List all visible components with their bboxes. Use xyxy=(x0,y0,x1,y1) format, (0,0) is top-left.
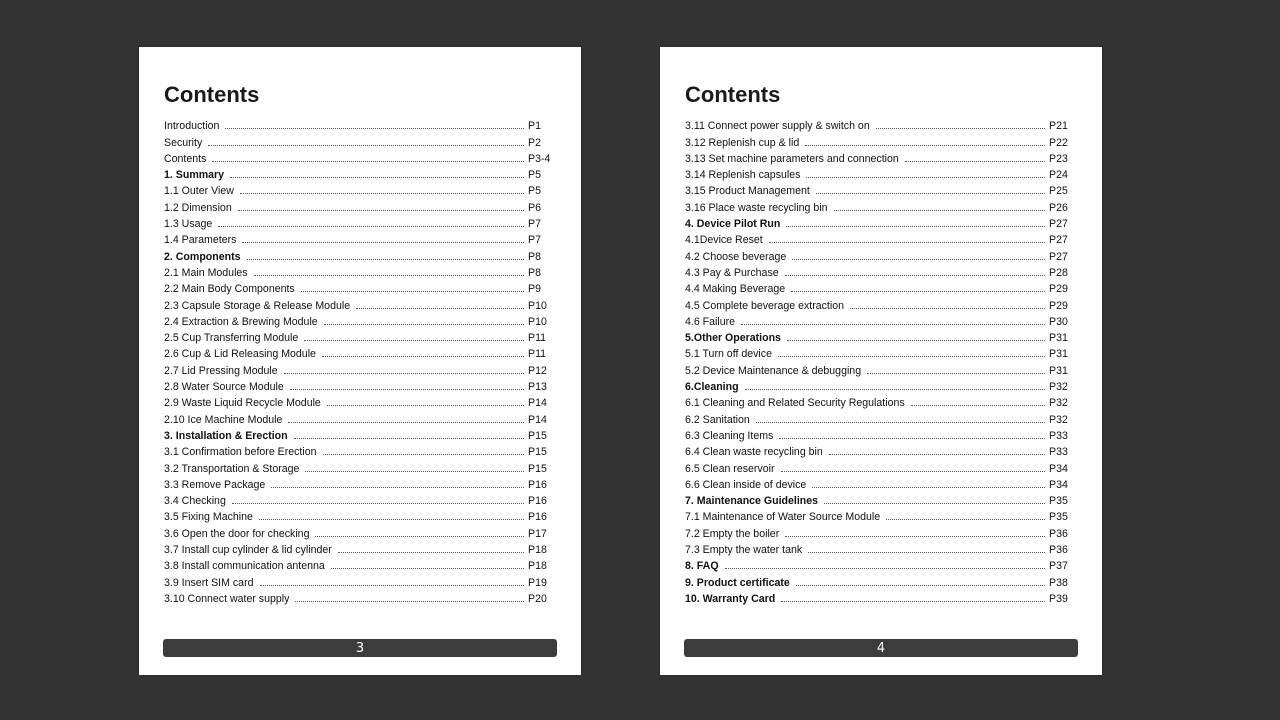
toc-entry xyxy=(164,394,556,410)
toc-entry xyxy=(685,198,1077,214)
toc-entry-page: P33 xyxy=(1049,446,1068,459)
toc-entry-page: P9 xyxy=(528,283,541,296)
toc-entry-label: 3.16 Place waste recycling bin xyxy=(685,201,828,214)
toc-entry xyxy=(685,215,1077,231)
toc-dot-leader xyxy=(781,601,1045,602)
toc-entry-page: P29 xyxy=(1049,299,1068,312)
toc-entry-page: P13 xyxy=(528,381,547,394)
toc-entry xyxy=(164,459,556,475)
toc-dot-leader xyxy=(745,389,1045,390)
toc-entry-page: P14 xyxy=(528,397,547,410)
toc-entry-page: P32 xyxy=(1049,397,1068,410)
toc-dot-leader xyxy=(288,422,524,423)
toc-entry-label: 3.14 Replenish capsules xyxy=(685,169,801,182)
toc-entry-page: P20 xyxy=(528,592,547,605)
toc-entry-label: 10. Warranty Card xyxy=(685,592,776,605)
toc-entry xyxy=(685,231,1077,247)
toc-entry-page: P7 xyxy=(528,234,541,247)
toc-entry xyxy=(685,427,1077,443)
toc-entry-page: P36 xyxy=(1049,527,1068,540)
toc-entry xyxy=(685,150,1077,166)
toc-entry-page: P10 xyxy=(528,315,547,328)
toc-entry-page: P34 xyxy=(1049,478,1068,491)
toc-entry xyxy=(164,443,556,459)
toc-entry-label: 2.3 Capsule Storage & Release Module xyxy=(164,299,351,312)
page-title: Contents xyxy=(164,82,260,107)
toc-dot-leader xyxy=(301,291,524,292)
toc-entry-label: 3.2 Transportation & Storage xyxy=(164,462,300,475)
toc-entry-page: P11 xyxy=(528,332,547,345)
toc-dot-leader xyxy=(806,177,1045,178)
toc-entry-label: 1.3 Usage xyxy=(164,218,213,231)
toc-entry-page: P39 xyxy=(1049,592,1068,605)
toc-entry-label: 6.1 Cleaning and Related Security Regulations xyxy=(685,397,905,410)
toc-entry-label: 3.6 Open the door for checking xyxy=(164,527,310,540)
toc-entry-label: 1.1 Outer View xyxy=(164,185,234,198)
toc-entry-page: P14 xyxy=(528,413,547,426)
toc-dot-leader xyxy=(238,210,524,211)
toc-dot-leader xyxy=(232,503,524,504)
toc-entry-page: P28 xyxy=(1049,266,1068,279)
toc-entry-label: 5.Other Operations xyxy=(685,332,781,345)
toc-entry xyxy=(164,557,556,573)
toc-dot-leader xyxy=(338,552,524,553)
toc-entry xyxy=(164,280,556,296)
toc-dot-leader xyxy=(315,536,524,537)
toc-entry xyxy=(164,361,556,377)
toc-entry xyxy=(685,459,1077,475)
toc-dot-leader xyxy=(254,275,524,276)
toc-entry xyxy=(164,231,556,247)
toc-entry xyxy=(164,590,556,606)
toc-entry-label: 3.7 Install cup cylinder & lid cylinder xyxy=(164,544,332,557)
toc-entry-page: P7 xyxy=(528,218,541,231)
table-of-contents xyxy=(685,117,1077,606)
toc-entry-label: 7.3 Empty the water tank xyxy=(685,544,803,557)
table-of-contents xyxy=(164,117,556,606)
toc-entry xyxy=(685,410,1077,426)
toc-entry-page: P5 xyxy=(528,185,541,198)
toc-entry-label: 3.12 Replenish cup & lid xyxy=(685,136,800,149)
toc-entry-page: P16 xyxy=(528,495,547,508)
toc-entry-page: P5 xyxy=(528,169,541,182)
toc-dot-leader xyxy=(741,324,1045,325)
toc-dot-leader xyxy=(212,161,524,162)
toc-entry xyxy=(164,573,556,589)
toc-entry xyxy=(685,443,1077,459)
toc-entry-label: 7.2 Empty the boiler xyxy=(685,527,780,540)
toc-entry xyxy=(164,264,556,280)
toc-entry-page: P18 xyxy=(528,560,547,573)
toc-entry-page: P32 xyxy=(1049,413,1068,426)
toc-dot-leader xyxy=(812,487,1045,488)
toc-entry-label: 4.1Device Reset xyxy=(685,234,763,247)
toc-entry xyxy=(164,427,556,443)
toc-dot-leader xyxy=(867,373,1045,374)
toc-entry-label: 2.4 Extraction & Brewing Module xyxy=(164,315,318,328)
toc-dot-leader xyxy=(829,454,1045,455)
toc-entry-page: P27 xyxy=(1049,218,1068,231)
toc-entry-label: 7.1 Maintenance of Water Source Module xyxy=(685,511,881,524)
toc-entry-page: P19 xyxy=(528,576,547,589)
toc-entry-label: 6.5 Clean reservoir xyxy=(685,462,775,475)
toc-entry xyxy=(164,508,556,524)
document-page-4 xyxy=(660,47,1102,675)
toc-entry-page: P27 xyxy=(1049,234,1068,247)
toc-entry-label: 4.4 Making Beverage xyxy=(685,283,786,296)
toc-entry-label: 5.1 Turn off device xyxy=(685,348,772,361)
toc-entry-label: 4.3 Pay & Purchase xyxy=(685,266,779,279)
toc-entry-label: 2.8 Water Source Module xyxy=(164,381,284,394)
toc-entry-page: P30 xyxy=(1049,315,1068,328)
toc-entry-page: P24 xyxy=(1049,169,1068,182)
toc-entry-label: 2.10 Ice Machine Module xyxy=(164,413,283,426)
toc-entry xyxy=(685,345,1077,361)
page-title: Contents xyxy=(685,82,781,107)
toc-entry xyxy=(685,182,1077,198)
toc-entry-label: Security xyxy=(164,136,203,149)
toc-entry xyxy=(164,150,556,166)
toc-dot-leader xyxy=(778,356,1045,357)
toc-entry xyxy=(685,313,1077,329)
toc-entry-page: P16 xyxy=(528,511,547,524)
page-number-bar: 4 xyxy=(684,639,1078,657)
toc-entry-label: 3.11 Connect power supply & switch on xyxy=(685,120,870,133)
toc-entry-page: P31 xyxy=(1049,348,1068,361)
toc-entry xyxy=(164,476,556,492)
toc-dot-leader xyxy=(824,503,1045,504)
toc-entry-label: 6.4 Clean waste recycling bin xyxy=(685,446,823,459)
toc-dot-leader xyxy=(792,259,1045,260)
toc-entry-page: P3-4 xyxy=(528,152,551,165)
toc-dot-leader xyxy=(786,226,1045,227)
toc-entry-page: P32 xyxy=(1049,381,1068,394)
toc-entry-label: 3.10 Connect water supply xyxy=(164,592,290,605)
toc-dot-leader xyxy=(781,471,1046,472)
toc-entry xyxy=(164,345,556,361)
toc-entry xyxy=(164,378,556,394)
toc-dot-leader xyxy=(331,568,524,569)
toc-entry-label: Contents xyxy=(164,152,207,165)
toc-entry xyxy=(685,524,1077,540)
toc-dot-leader xyxy=(779,438,1045,439)
toc-entry xyxy=(685,476,1077,492)
toc-dot-leader xyxy=(756,422,1045,423)
toc-dot-leader xyxy=(787,340,1045,341)
toc-entry xyxy=(685,296,1077,312)
toc-dot-leader xyxy=(284,373,524,374)
toc-dot-leader xyxy=(886,519,1045,520)
toc-entry-label: 2.6 Cup & Lid Releasing Module xyxy=(164,348,316,361)
toc-entry-page: P35 xyxy=(1049,495,1068,508)
toc-entry-page: P22 xyxy=(1049,136,1068,149)
toc-dot-leader xyxy=(259,519,524,520)
toc-entry xyxy=(164,524,556,540)
toc-entry-page: P18 xyxy=(528,544,547,557)
toc-entry xyxy=(685,264,1077,280)
toc-entry xyxy=(164,329,556,345)
toc-dot-leader xyxy=(271,487,524,488)
toc-dot-leader xyxy=(247,259,524,260)
toc-dot-leader xyxy=(791,291,1045,292)
toc-entry xyxy=(685,117,1077,133)
toc-entry-page: P11 xyxy=(528,348,547,361)
toc-entry-label: 2.7 Lid Pressing Module xyxy=(164,364,278,377)
toc-entry-page: P31 xyxy=(1049,364,1068,377)
toc-entry-page: P6 xyxy=(528,201,541,214)
toc-entry-page: P21 xyxy=(1049,120,1068,133)
toc-dot-leader xyxy=(294,438,524,439)
toc-dot-leader xyxy=(850,308,1045,309)
toc-entry-label: 2.5 Cup Transferring Module xyxy=(164,332,299,345)
toc-entry-label: 7. Maintenance Guidelines xyxy=(685,495,819,508)
toc-entry xyxy=(164,541,556,557)
toc-entry xyxy=(164,296,556,312)
toc-dot-leader xyxy=(805,145,1045,146)
toc-entry-page: P8 xyxy=(528,250,541,263)
toc-entry-page: P38 xyxy=(1049,576,1068,589)
toc-entry xyxy=(685,378,1077,394)
toc-entry xyxy=(685,573,1077,589)
toc-entry xyxy=(164,117,556,133)
toc-dot-leader xyxy=(769,242,1045,243)
toc-entry xyxy=(685,590,1077,606)
toc-entry xyxy=(685,361,1077,377)
toc-entry-page: P36 xyxy=(1049,544,1068,557)
toc-entry xyxy=(685,394,1077,410)
toc-entry xyxy=(164,410,556,426)
toc-entry xyxy=(164,198,556,214)
toc-dot-leader xyxy=(905,161,1045,162)
toc-entry xyxy=(685,541,1077,557)
toc-dot-leader xyxy=(322,356,524,357)
toc-entry-label: 3.9 Insert SIM card xyxy=(164,576,254,589)
toc-entry-label: 3.4 Checking xyxy=(164,495,226,508)
toc-dot-leader xyxy=(225,128,524,129)
toc-entry-page: P23 xyxy=(1049,152,1068,165)
toc-dot-leader xyxy=(324,324,524,325)
toc-entry xyxy=(164,182,556,198)
toc-entry-label: 2.1 Main Modules xyxy=(164,266,248,279)
toc-entry-label: 9. Product certificate xyxy=(685,576,790,589)
toc-dot-leader xyxy=(356,308,524,309)
toc-entry-page: P17 xyxy=(528,527,547,540)
document-page-3 xyxy=(139,47,581,675)
toc-dot-leader xyxy=(327,405,524,406)
toc-entry xyxy=(685,247,1077,263)
toc-entry-page: P25 xyxy=(1049,185,1068,198)
toc-entry-page: P16 xyxy=(528,478,547,491)
toc-dot-leader xyxy=(208,145,524,146)
toc-dot-leader xyxy=(725,568,1045,569)
toc-dot-leader xyxy=(876,128,1045,129)
toc-entry-label: 1.4 Parameters xyxy=(164,234,237,247)
toc-entry-page: P29 xyxy=(1049,283,1068,296)
toc-entry-page: P33 xyxy=(1049,429,1068,442)
toc-dot-leader xyxy=(240,193,524,194)
toc-entry-page: P2 xyxy=(528,136,541,149)
toc-dot-leader xyxy=(290,389,524,390)
toc-entry-page: P15 xyxy=(528,462,547,475)
toc-dot-leader xyxy=(808,552,1045,553)
page-number-bar: 3 xyxy=(163,639,557,657)
toc-entry-page: P1 xyxy=(528,120,541,133)
toc-entry xyxy=(685,280,1077,296)
toc-entry-label: 3. Installation & Erection xyxy=(164,429,288,442)
toc-entry-label: 4.6 Failure xyxy=(685,315,736,328)
toc-entry-label: 3.13 Set machine parameters and connection xyxy=(685,152,899,165)
toc-dot-leader xyxy=(260,585,525,586)
toc-entry-label: 1.2 Dimension xyxy=(164,201,232,214)
toc-entry-page: P15 xyxy=(528,446,547,459)
toc-entry-page: P10 xyxy=(528,299,547,312)
toc-entry xyxy=(685,133,1077,149)
toc-entry-label: 4.2 Choose beverage xyxy=(685,250,787,263)
toc-entry-label: 4.5 Complete beverage extraction xyxy=(685,299,844,312)
toc-entry-label: 4. Device Pilot Run xyxy=(685,218,781,231)
toc-entry xyxy=(164,133,556,149)
toc-entry-page: P27 xyxy=(1049,250,1068,263)
toc-entry xyxy=(164,313,556,329)
toc-entry-page: P37 xyxy=(1049,560,1068,573)
toc-dot-leader xyxy=(816,193,1045,194)
toc-dot-leader xyxy=(911,405,1045,406)
toc-entry-page: P15 xyxy=(528,429,547,442)
toc-entry-page: P35 xyxy=(1049,511,1068,524)
toc-entry-label: 6.6 Clean inside of device xyxy=(685,478,807,491)
toc-dot-leader xyxy=(242,242,524,243)
toc-dot-leader xyxy=(785,536,1045,537)
toc-entry xyxy=(164,492,556,508)
toc-dot-leader xyxy=(230,177,524,178)
toc-dot-leader xyxy=(305,471,524,472)
toc-entry-page: P8 xyxy=(528,266,541,279)
toc-entry xyxy=(164,247,556,263)
toc-entry-page: P26 xyxy=(1049,201,1068,214)
toc-dot-leader xyxy=(796,585,1045,586)
toc-dot-leader xyxy=(304,340,524,341)
toc-entry xyxy=(164,166,556,182)
toc-entry-page: P31 xyxy=(1049,332,1068,345)
toc-entry-page: P12 xyxy=(528,364,547,377)
toc-entry-label: 6.Cleaning xyxy=(685,381,739,394)
toc-entry-label: 3.3 Remove Package xyxy=(164,478,266,491)
toc-entry-label: 6.3 Cleaning Items xyxy=(685,429,774,442)
toc-entry xyxy=(685,329,1077,345)
toc-entry-label: 3.1 Confirmation before Erection xyxy=(164,446,317,459)
toc-dot-leader xyxy=(785,275,1045,276)
toc-entry-label: 2.9 Waste Liquid Recycle Module xyxy=(164,397,321,410)
toc-entry-page: P34 xyxy=(1049,462,1068,475)
toc-entry xyxy=(685,492,1077,508)
toc-entry xyxy=(685,508,1077,524)
toc-entry-label: 8. FAQ xyxy=(685,560,719,573)
toc-dot-leader xyxy=(295,601,524,602)
toc-dot-leader xyxy=(834,210,1045,211)
toc-entry xyxy=(685,557,1077,573)
toc-entry xyxy=(164,215,556,231)
toc-entry-label: Introduction xyxy=(164,120,220,133)
toc-dot-leader xyxy=(218,226,524,227)
toc-entry-label: 2.2 Main Body Components xyxy=(164,283,295,296)
toc-entry xyxy=(685,166,1077,182)
toc-entry-label: 2. Components xyxy=(164,250,241,263)
toc-entry-label: 3.8 Install communication antenna xyxy=(164,560,325,573)
toc-entry-label: 1. Summary xyxy=(164,169,225,182)
toc-entry-label: 3.5 Fixing Machine xyxy=(164,511,253,524)
toc-entry-label: 5.2 Device Maintenance & debugging xyxy=(685,364,862,377)
toc-entry-label: 6.2 Sanitation xyxy=(685,413,750,426)
toc-dot-leader xyxy=(323,454,524,455)
toc-entry-label: 3.15 Product Management xyxy=(685,185,810,198)
